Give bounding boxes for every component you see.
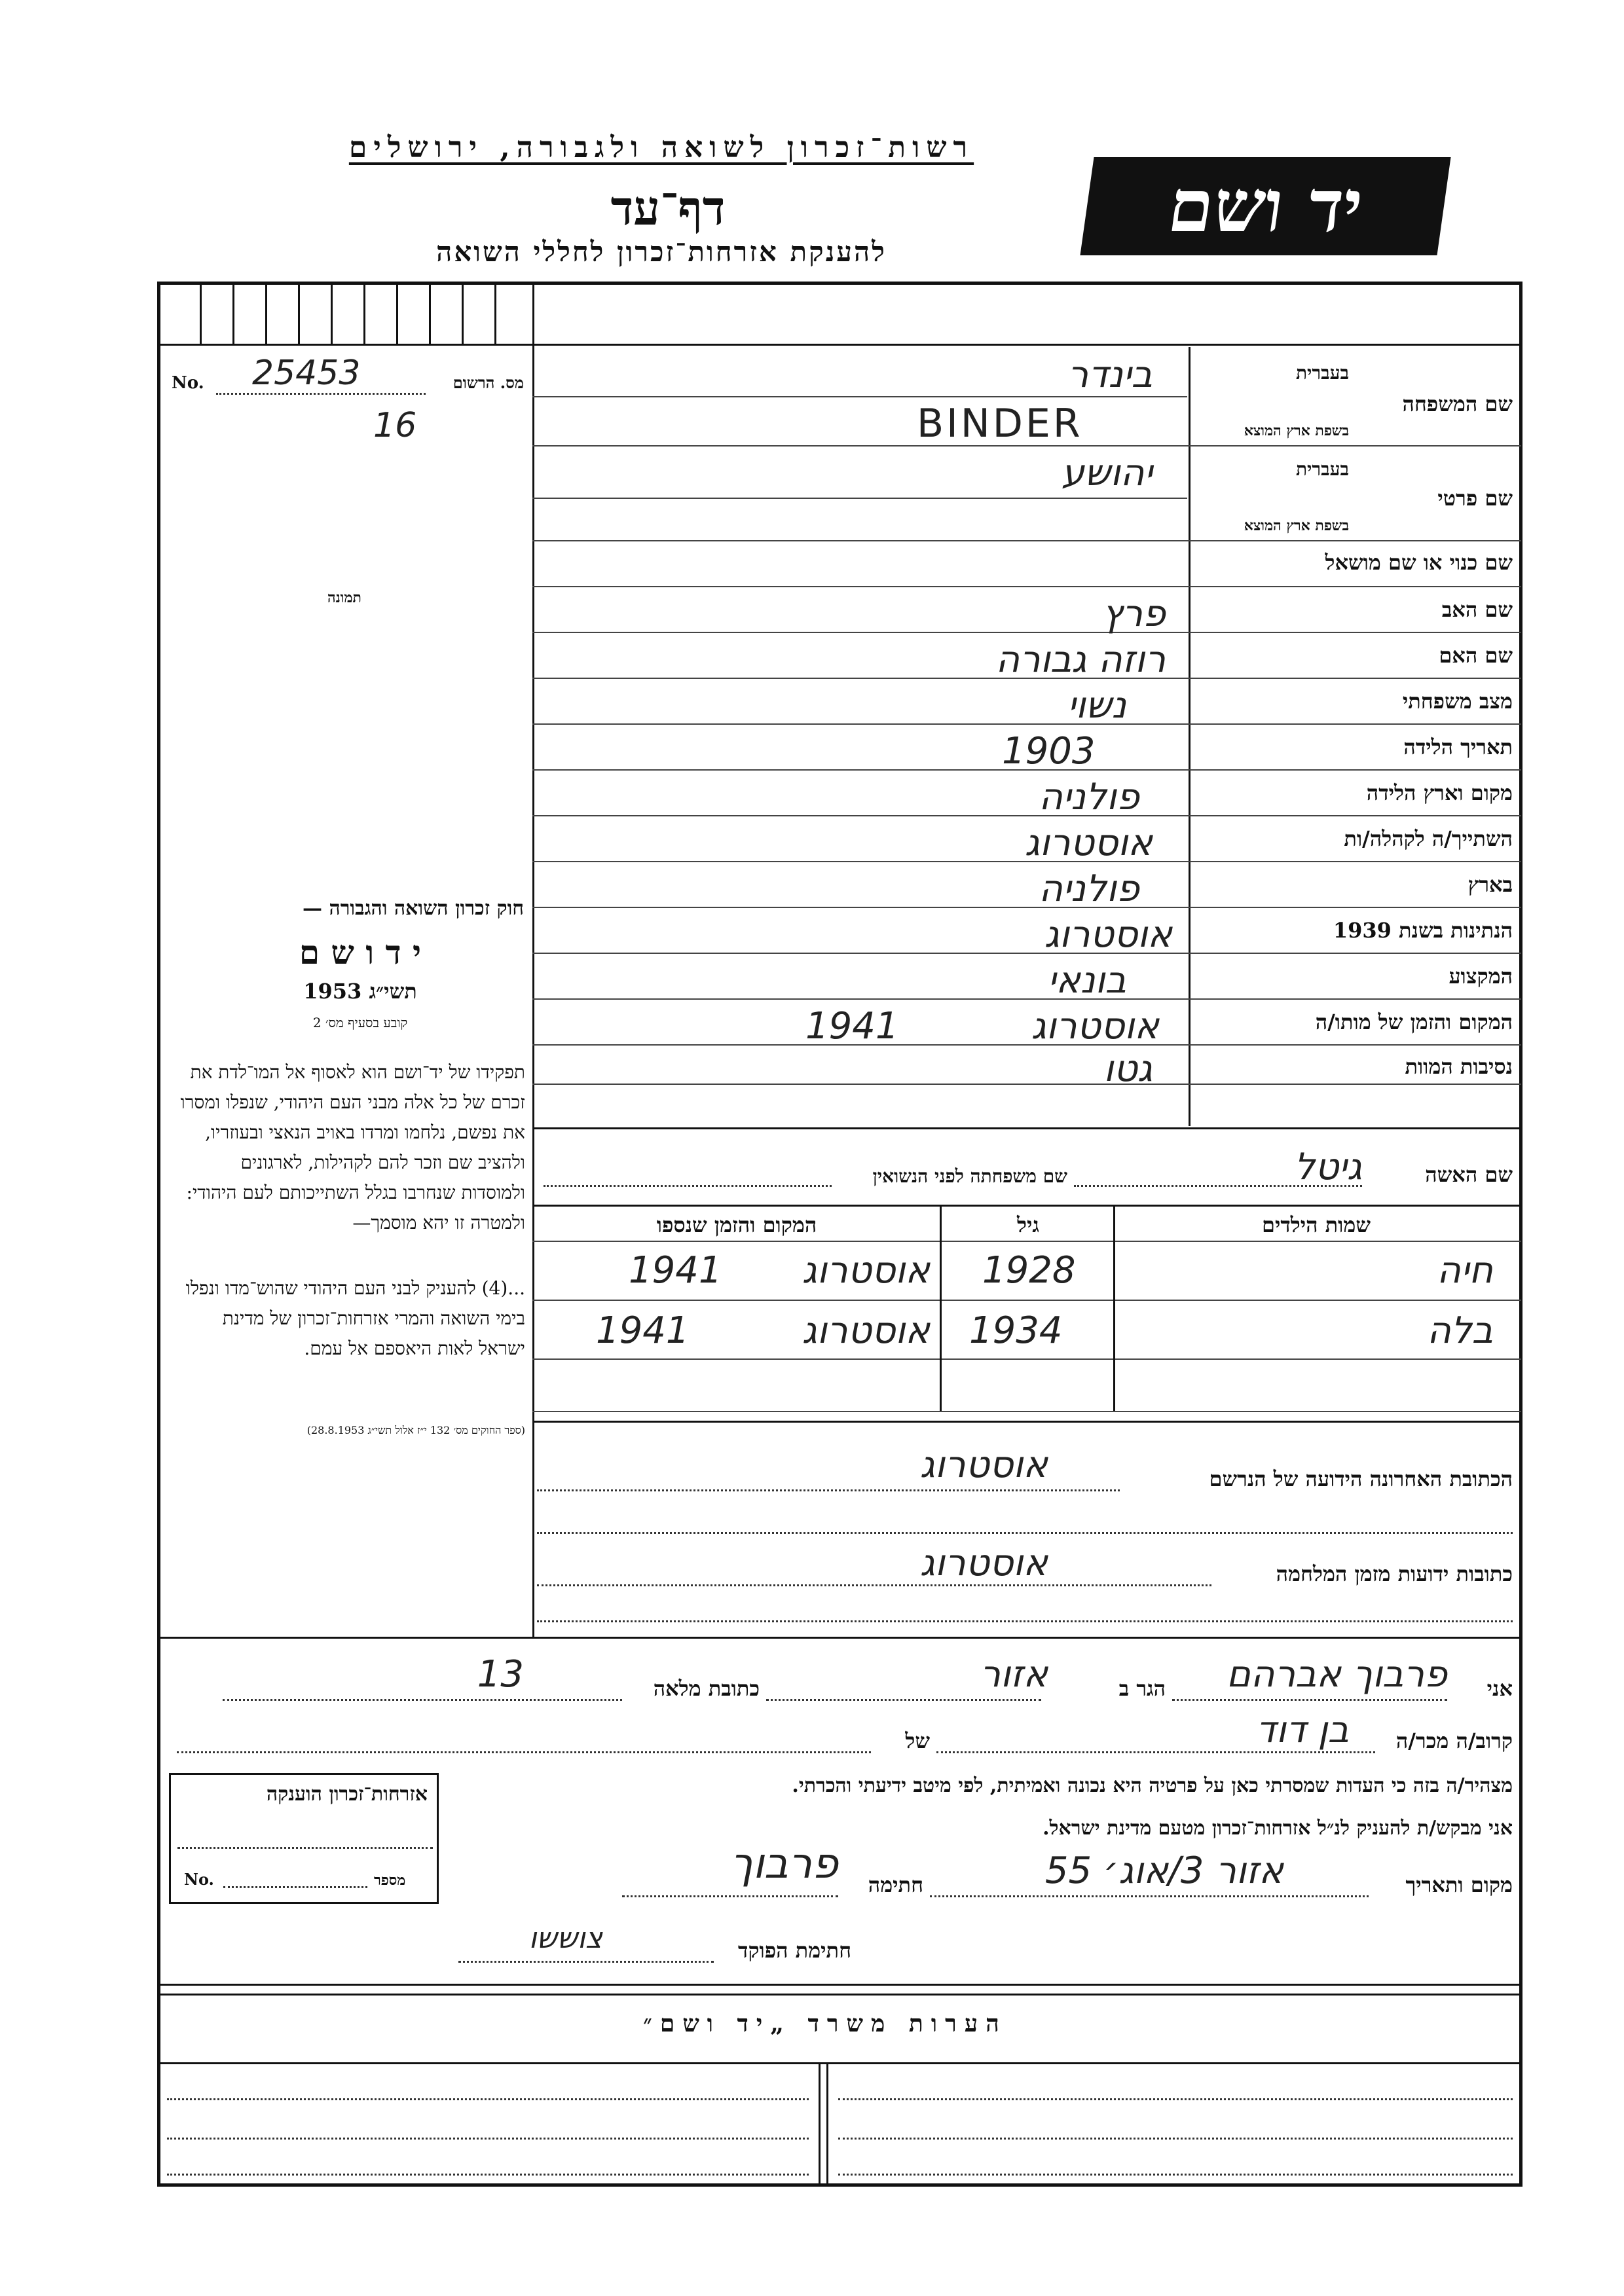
citizenship-box-no-dots <box>223 1886 367 1888</box>
birth-date-label: תאריך הלידה <box>1403 735 1513 759</box>
death-place-value: אוסטרוג <box>1031 1005 1159 1048</box>
address-dots-2 <box>537 1532 1513 1534</box>
children-col-divider <box>940 1205 942 1411</box>
last-address-value: אוסטרוג <box>919 1444 1048 1486</box>
strip-box <box>200 282 202 344</box>
law-text-1: תפקידו של יד־ושם הוא לאסוף אל המו־לדת את זכרם של כל אלה מבני העם היהודי, שנפלו ומסרו את נפשם, נלחמו ומרדו באויב הנאצי ובעוזריו, ולהציב שם וזכר להם לקהילות, לארגונים ולמוסדות שנחרבו בגלל השתייכותם לעם היהודי: ולמטרה זו יהא מוסמך— <box>180 1061 525 1233</box>
children-row-line <box>532 1411 1521 1412</box>
strip-box <box>298 282 300 344</box>
family-name-origin-tag: בשפת ארץ המוצא <box>1244 422 1349 439</box>
maiden-dots <box>544 1185 832 1187</box>
war-address-label: כתובות ידועות מזמן המלחמה <box>1276 1561 1513 1586</box>
notes-dots <box>838 2138 1513 2140</box>
place-date-dots <box>930 1895 1369 1897</box>
birth-date-value: 1903 <box>1002 730 1096 773</box>
children-row-line <box>532 1358 1521 1360</box>
strip-box <box>232 282 234 344</box>
officer-dots <box>458 1961 714 1963</box>
war-address-value: אוסטרוג <box>919 1542 1048 1584</box>
family-name-hebrew: בינדר <box>1067 354 1153 396</box>
relation-dots <box>936 1751 1375 1753</box>
child-2-year: 1941 <box>596 1309 690 1352</box>
children-header-age: גיל <box>1017 1212 1039 1237</box>
citizenship-box-no: No. <box>184 1870 214 1889</box>
wife-label: שם האשה <box>1425 1162 1513 1187</box>
strip-box <box>462 282 464 344</box>
notes-divider-2 <box>826 2062 828 2187</box>
header-org: רשות־זכרון לשואה ולגבורה, ירושלים <box>348 131 974 164</box>
reg-no-label: No. <box>172 373 204 393</box>
country-value: פולניה <box>1039 867 1139 910</box>
death-circumstances-label: נסיבות המוות <box>1405 1054 1513 1079</box>
declarant-city-dots <box>766 1699 1041 1701</box>
citizenship-granted-box <box>169 1773 439 1904</box>
office-notes-title: הערות משרד „יד ושם״ <box>643 2010 1007 2037</box>
children-col-divider <box>1113 1205 1115 1411</box>
row-line <box>532 540 1521 541</box>
family-name-origin: BINDER <box>917 401 1083 446</box>
strip-box <box>429 282 431 344</box>
first-name-hebrew-tag: בעברית <box>1295 458 1349 480</box>
child-1-place: אוסטרוג <box>802 1249 930 1292</box>
citizenship-box-dots <box>177 1847 433 1849</box>
children-bottom-line <box>532 1421 1522 1423</box>
first-name-label: שם פרטי <box>1437 486 1513 511</box>
law-heading: חוק זכרון השואה והגבורה — <box>303 897 524 920</box>
children-header-place: המקום והזמן שנספו <box>656 1212 817 1237</box>
child-1-year: 1941 <box>629 1249 722 1292</box>
strip-box <box>494 282 496 344</box>
declarant-signature: פרבוך <box>730 1840 838 1888</box>
of-dots <box>177 1751 871 1753</box>
strip-box <box>331 282 333 344</box>
signature-dots <box>622 1895 838 1897</box>
declarant-name: פרבוך אברהם <box>1226 1653 1447 1696</box>
notes-dots <box>838 2098 1513 2100</box>
declaration-text: מצהיר/ה בזה כי העדות שמסרתי כאן על פרטיה היא נכונה ואמיתית, לפי מיטב ידיעתי והכרתי. <box>792 1774 1513 1797</box>
wife-dots <box>1074 1185 1362 1187</box>
country-label: בארץ <box>1467 872 1513 897</box>
reg-number: 25453 <box>252 354 361 393</box>
community-value: אוסטרוג <box>1024 822 1153 864</box>
notes-dots <box>167 2098 809 2100</box>
marital-value: נשוי <box>1067 684 1126 727</box>
relation-label: קרוב/ה מכר/ה <box>1395 1728 1513 1753</box>
children-header-line <box>532 1241 1521 1242</box>
citizenship-box-title: אזרחות־זכרון הוענקה <box>266 1783 428 1806</box>
war-address-dots <box>537 1584 1211 1586</box>
death-label: המקום והזמן של מותו/ה <box>1315 1010 1513 1034</box>
top-strip-line <box>157 344 1522 346</box>
mother-label: שם האם <box>1439 643 1513 668</box>
section-line <box>532 1127 1522 1129</box>
citizenship-value: אוסטרוג <box>1044 913 1172 956</box>
family-name-label: שם המשפחה <box>1402 392 1513 416</box>
of-label: של <box>905 1728 930 1753</box>
declarant-address: 13 <box>477 1653 524 1696</box>
place-date-label: מקום ותאריך <box>1405 1872 1513 1897</box>
father-label: שם האב <box>1441 597 1513 622</box>
death-year-value: 1941 <box>805 1005 899 1048</box>
first-name-origin-tag: בשפת ארץ המוצא <box>1244 517 1349 534</box>
left-column-divider <box>532 282 534 1637</box>
declarant-city: אזור <box>980 1653 1048 1696</box>
declarant-section-line <box>157 1637 1522 1639</box>
notes-dots <box>838 2174 1513 2176</box>
wife-name: גיטל <box>1294 1146 1362 1188</box>
declarant-i-label: אני <box>1486 1676 1513 1701</box>
notes-section-line <box>157 1984 1522 1986</box>
reg-label: מס. הרשום <box>452 373 524 392</box>
father-value: פרץ <box>1102 592 1166 635</box>
last-address-label: הכתובת האחרונה הידועה של הנרשם <box>1209 1467 1513 1491</box>
photo-label: תמונה <box>327 589 361 606</box>
child-1-age: 1928 <box>982 1249 1076 1292</box>
mother-value: רוזה גבורה <box>995 638 1166 681</box>
reg-dots <box>216 393 426 395</box>
notes-dots <box>167 2174 809 2176</box>
relation-value: בן דוד <box>1256 1709 1349 1751</box>
declarant-lives-label: הגר ב <box>1118 1676 1166 1701</box>
declarant-address-label: כתובת מלאה <box>653 1676 760 1701</box>
family-name-hebrew-tag: בעברית <box>1295 362 1349 384</box>
birth-place-value: פולניה <box>1039 776 1139 818</box>
row-line <box>532 586 1521 587</box>
citizenship-box-num-label: מספר <box>374 1872 406 1889</box>
maiden-name-label: שם משפחתה לפני הנשואין <box>872 1165 1067 1187</box>
children-top-line <box>532 1205 1522 1207</box>
death-circumstances-value: גטו <box>1103 1048 1153 1090</box>
notes-section-line-2 <box>157 1994 1522 1995</box>
form-subtitle: להענקת אזרחות־זכרון לחללי השואה <box>436 236 887 268</box>
yad-vashem-logo: יד ושם <box>1080 157 1450 255</box>
law-text-2: ...(4) להעניק לבני העם היהודי שהוש־מדו ונפלו בימי השואה והמרי אזרחות־זכרון של מדינת ישראל לאות היאספם אל עמם. <box>185 1277 525 1359</box>
strip-box <box>396 282 398 344</box>
request-text: אני מבקש/ת להעניק לנ״ל אזרחות־זכרון מטעם מדינת ישראל. <box>1043 1817 1513 1840</box>
profession-value: בונאי <box>1047 959 1126 1002</box>
place-date-value: אזור 3/אוג׳ 55 <box>1044 1850 1283 1892</box>
declarant-name-dots <box>1172 1699 1447 1701</box>
label-column-divider <box>1189 347 1190 1126</box>
strip-box <box>363 282 365 344</box>
notes-header-line <box>157 2062 1522 2064</box>
row-line <box>532 396 1187 397</box>
last-address-dots <box>537 1489 1120 1491</box>
law-ref: קובע בסעיף מס׳ 2 <box>312 1015 408 1030</box>
birth-place-label: מקום וארץ הלידה <box>1366 780 1513 805</box>
notes-divider <box>819 2062 821 2187</box>
law-name: י ד ו ש ם <box>299 933 422 972</box>
profession-label: המקצוע <box>1449 964 1513 989</box>
officer-signature-label: חתימת הפוקד <box>738 1938 851 1963</box>
address-dots-3 <box>537 1620 1513 1622</box>
row-line <box>532 498 1187 499</box>
child-2-name: בלה <box>1427 1309 1493 1352</box>
marital-label: מצב משפחתי <box>1402 689 1513 714</box>
child-1-name: חיה <box>1437 1249 1493 1292</box>
strip-box <box>265 282 267 344</box>
first-name-hebrew: יהושע <box>1061 452 1153 494</box>
form-title: דף־עד <box>610 180 726 236</box>
signature-label: חתימה <box>868 1872 923 1897</box>
law-year: תשי״ג 1953 <box>303 979 417 1004</box>
declarant-address-dots <box>223 1699 622 1701</box>
reg-sub-number: 16 <box>373 406 417 445</box>
nickname-label: שם כנוי או שם מושאל <box>1325 550 1513 575</box>
citizenship-label: הנתינות בשנת 1939 <box>1333 918 1513 943</box>
notes-dots <box>167 2138 809 2140</box>
child-2-place: אוסטרוג <box>802 1309 930 1352</box>
officer-signature: צוששו <box>528 1922 602 1955</box>
child-2-age: 1934 <box>969 1309 1063 1352</box>
community-label: השתייך/ה לקהלה/ות <box>1344 826 1513 851</box>
law-source: (ספר החוקים מס׳ 132 י״ז אלול תשי״ג 28.8.1953) <box>306 1424 525 1436</box>
children-row-line <box>532 1300 1521 1301</box>
children-header-names: שמות הילדים <box>1262 1212 1371 1237</box>
